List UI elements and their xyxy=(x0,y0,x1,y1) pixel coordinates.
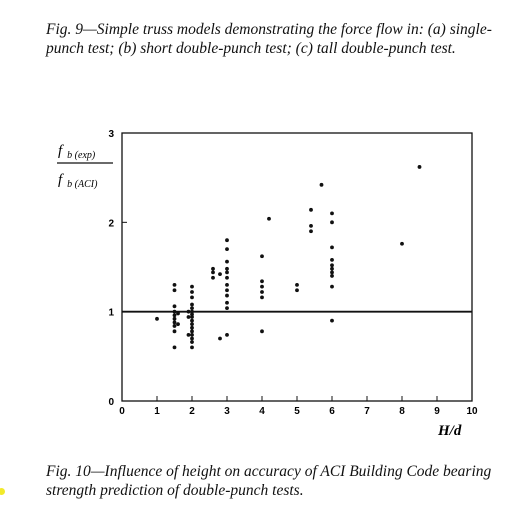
data-point xyxy=(295,288,299,292)
data-point xyxy=(225,288,229,292)
data-point xyxy=(173,320,177,324)
x-tick-label: 1 xyxy=(154,406,160,417)
data-point xyxy=(187,310,191,314)
data-point xyxy=(260,295,264,299)
data-point xyxy=(400,242,404,246)
data-point xyxy=(190,329,194,333)
data-point xyxy=(320,183,324,187)
data-point xyxy=(173,324,177,328)
data-point xyxy=(330,274,334,278)
data-point xyxy=(190,295,194,299)
data-point xyxy=(187,315,191,319)
data-point xyxy=(190,346,194,350)
data-point xyxy=(260,285,264,289)
data-point xyxy=(187,333,191,337)
data-point xyxy=(225,333,229,337)
data-point xyxy=(173,304,177,308)
data-point xyxy=(211,267,215,271)
axis-ticks-group xyxy=(108,129,478,417)
data-point xyxy=(260,279,264,283)
data-point xyxy=(330,245,334,249)
data-point xyxy=(260,329,264,333)
data-point xyxy=(330,263,334,267)
data-point xyxy=(225,301,229,305)
data-point xyxy=(173,329,177,333)
data-point xyxy=(190,326,194,330)
data-point xyxy=(330,270,334,274)
data-point xyxy=(190,315,194,319)
data-point xyxy=(309,229,313,233)
data-point xyxy=(330,212,334,216)
y-tick-label: 0 xyxy=(108,397,114,408)
y-label-numerator-sub: b (exp) xyxy=(67,150,96,161)
data-point xyxy=(330,319,334,323)
data-point xyxy=(190,285,194,289)
y-tick-label: 3 xyxy=(108,129,114,140)
data-point xyxy=(190,319,194,323)
x-tick-label: 6 xyxy=(329,406,335,417)
x-tick-label: 4 xyxy=(259,406,265,417)
data-point xyxy=(190,333,194,337)
figure-10-caption: Fig. 10—Influence of height on accuracy of ACI Building Code bearing strength prediction of double-punch tests. xyxy=(46,463,492,499)
data-point xyxy=(225,260,229,264)
data-point xyxy=(211,276,215,280)
figure-9-caption: Fig. 9—Simple truss models demonstrating the force flow in: (a) single-punch test; (b) short double-punch test; (c) tall double-punch test. xyxy=(46,21,492,57)
svg-text:f b (ACI) xyxy=(58,171,98,190)
data-point xyxy=(218,272,222,276)
data-point xyxy=(155,317,159,321)
data-point xyxy=(267,217,271,221)
data-point xyxy=(225,294,229,298)
x-tick-label: 7 xyxy=(364,406,370,417)
data-point xyxy=(173,346,177,350)
data-point xyxy=(225,283,229,287)
data-point xyxy=(225,276,229,280)
data-point xyxy=(176,312,180,316)
data-point xyxy=(330,258,334,262)
data-point xyxy=(225,238,229,242)
y-axis-label xyxy=(57,142,113,190)
data-point xyxy=(330,285,334,289)
data-point xyxy=(225,267,229,271)
data-point xyxy=(190,340,194,344)
svg-text:f b (exp) xyxy=(58,142,96,161)
data-point xyxy=(211,270,215,274)
y-tick-label: 1 xyxy=(108,307,114,319)
data-point xyxy=(190,337,194,341)
x-axis-label: H/d xyxy=(438,423,462,439)
data-point xyxy=(190,322,194,326)
yellow-highlight-mark xyxy=(0,488,5,495)
data-point xyxy=(173,317,177,321)
x-tick-label: 8 xyxy=(399,406,405,417)
data-point xyxy=(190,290,194,294)
x-tick-label: 10 xyxy=(466,406,478,417)
data-point xyxy=(309,224,313,228)
data-point xyxy=(418,165,422,169)
data-point xyxy=(173,313,177,317)
x-tick-label: 5 xyxy=(294,406,300,417)
x-tick-label: 9 xyxy=(434,406,440,417)
y-label-denominator: f xyxy=(58,172,63,188)
data-point xyxy=(218,337,222,341)
data-points-group xyxy=(155,165,421,349)
data-point xyxy=(225,270,229,274)
data-point xyxy=(260,254,264,258)
data-point xyxy=(190,303,194,307)
data-point xyxy=(330,220,334,224)
data-point xyxy=(173,288,177,292)
y-label-denominator-sub: b (ACI) xyxy=(67,179,98,190)
data-point xyxy=(225,247,229,251)
data-point xyxy=(190,306,194,310)
plot-frame xyxy=(122,133,472,401)
data-point xyxy=(260,290,264,294)
x-tick-label: 2 xyxy=(189,406,195,417)
data-point xyxy=(295,283,299,287)
data-point xyxy=(309,208,313,212)
data-point xyxy=(330,267,334,271)
plot-frame-group xyxy=(122,133,472,401)
y-tick-label: 2 xyxy=(108,218,114,230)
y-label-numerator: f xyxy=(58,143,63,159)
data-point xyxy=(173,283,177,287)
x-tick-label: 0 xyxy=(119,406,125,417)
x-tick-label: 3 xyxy=(224,406,230,417)
data-point xyxy=(176,322,180,326)
data-point xyxy=(173,310,177,314)
data-point xyxy=(225,306,229,310)
